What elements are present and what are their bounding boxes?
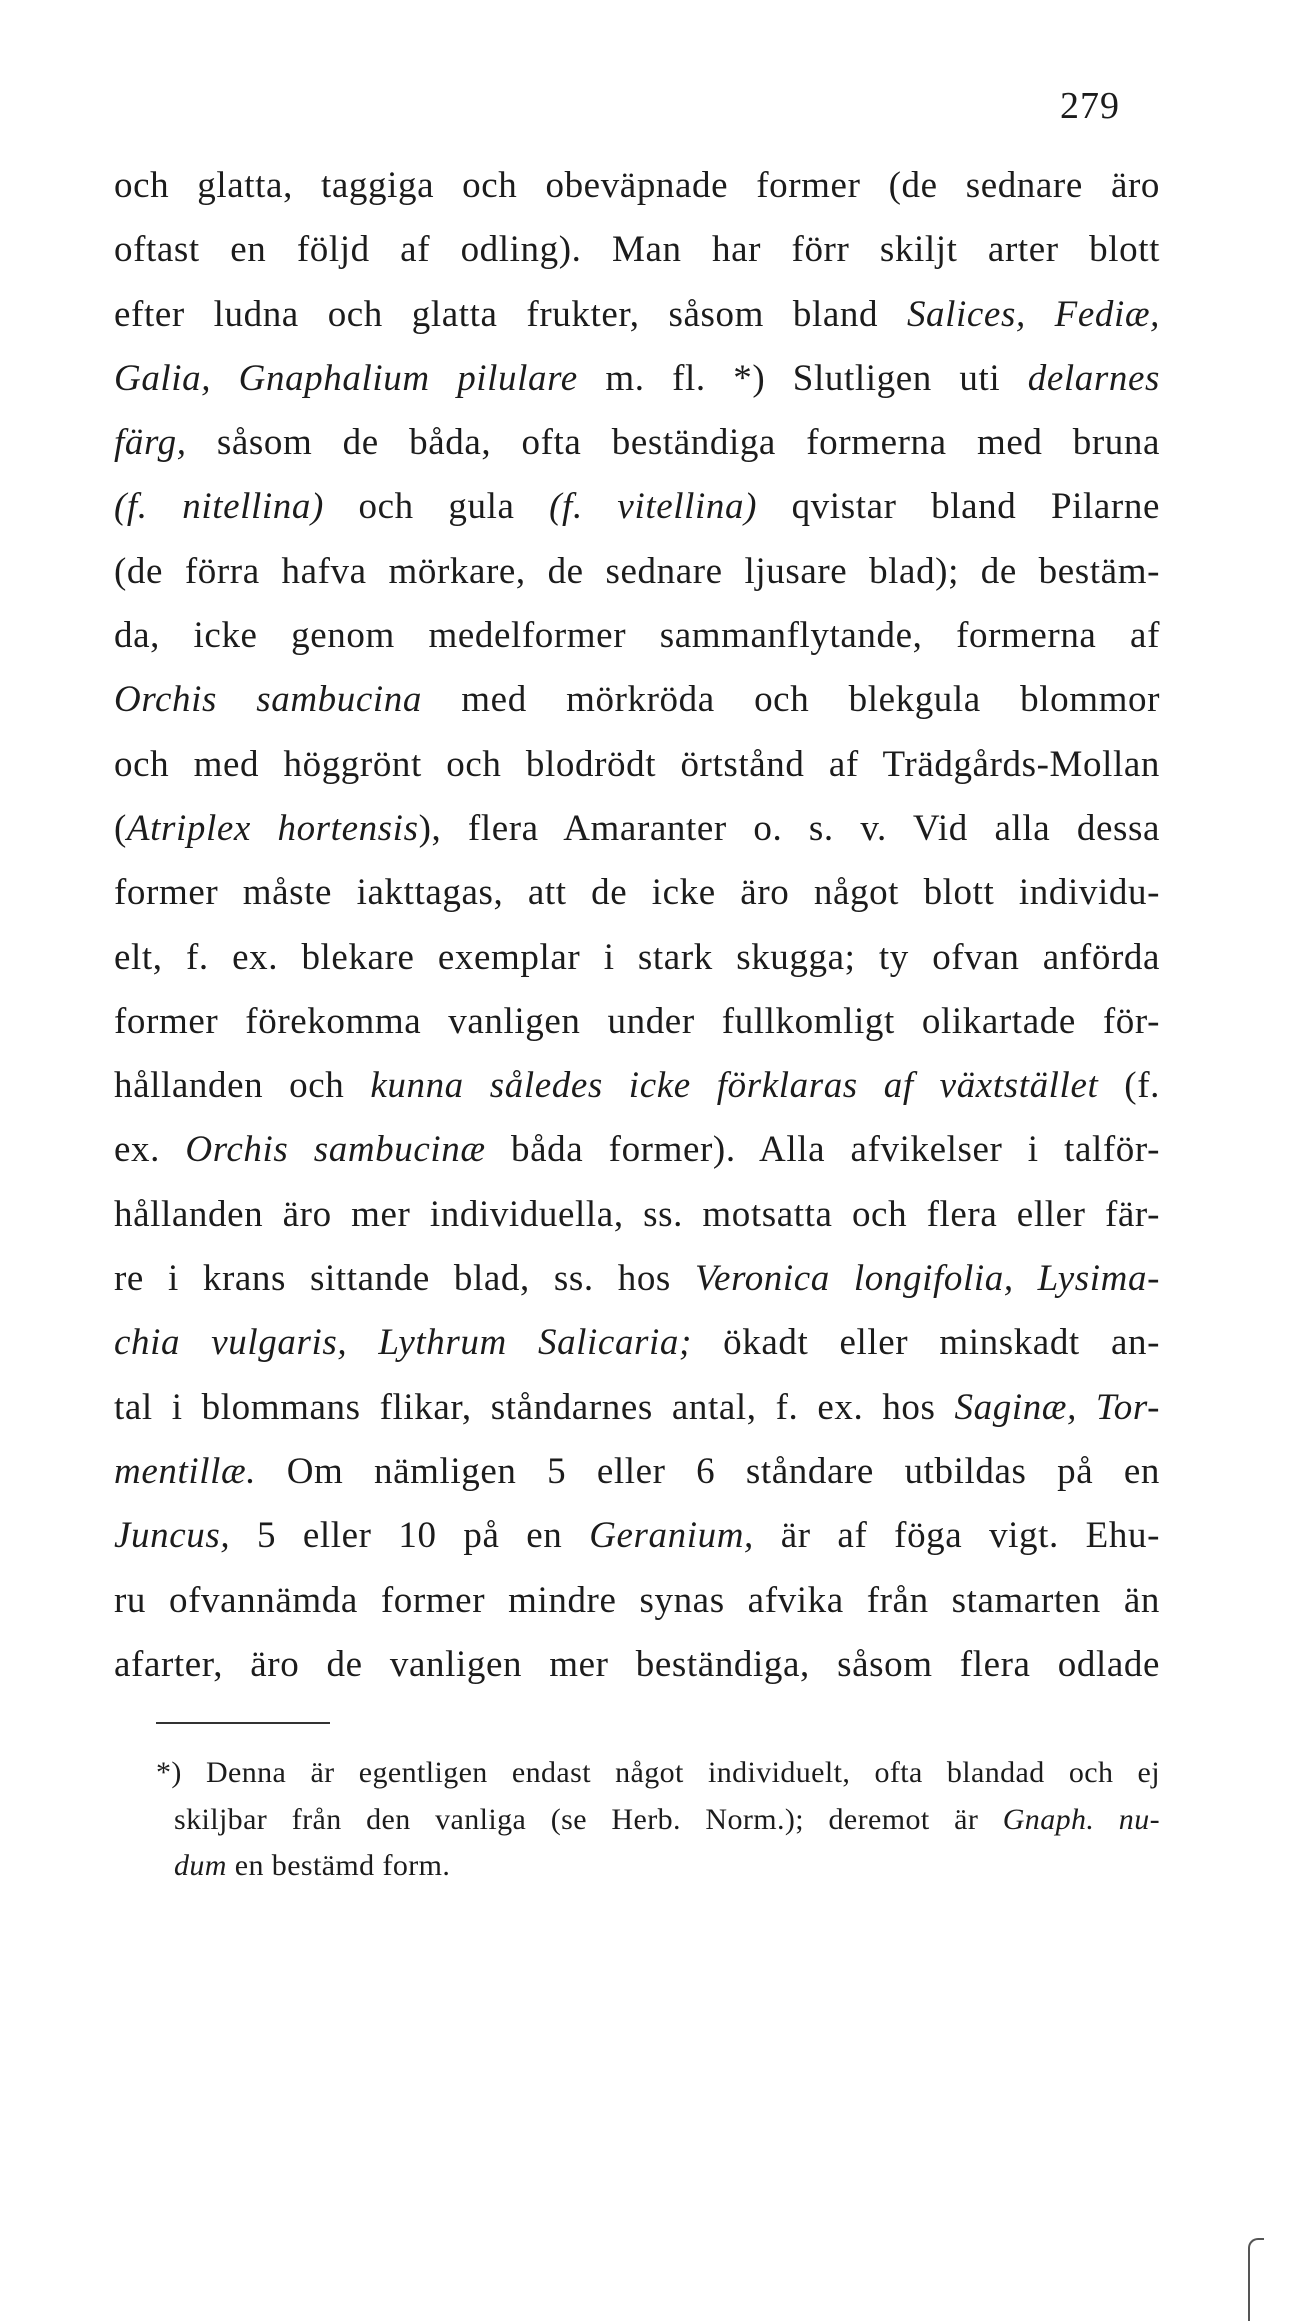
text-line: [114, 1569, 1160, 1633]
text-line: [114, 154, 1160, 218]
italic-text: (f. nitellina): [114, 486, 324, 528]
text-run: såsom de båda, ofta beständiga formerna med bruna: [186, 422, 1160, 464]
italic-text: delarnes: [1027, 357, 1160, 399]
text-line: [114, 990, 1160, 1054]
text-run: former måste iakttagas, att de icke äro något blott individu-: [114, 872, 1160, 914]
text-line: [114, 475, 1160, 539]
text-run: *) Denna är egentligen endast något individuelt, ofta blandad och ej: [156, 1756, 1160, 1789]
text-run: da, icke genom medelformer sammanflytande, formerna af: [114, 615, 1160, 657]
text-run: re i krans sittande blad, ss. hos: [114, 1258, 695, 1300]
text-line: [114, 1183, 1160, 1247]
text-run: (: [114, 807, 127, 849]
text-run: hållanden och: [114, 1065, 371, 1107]
text-run: (f.: [1098, 1065, 1160, 1107]
text-run: m. fl. *) Slutligen uti: [577, 357, 1028, 399]
italic-text: chia vulgaris, Lythrum Salicaria;: [114, 1322, 692, 1364]
text-run: 5 eller 10 på en: [230, 1515, 590, 1557]
text-line: [114, 1118, 1160, 1182]
text-line: [114, 668, 1160, 732]
italic-text: Orchis sambucina: [114, 679, 422, 721]
text-run: är af föga vigt. Ehu-: [753, 1515, 1160, 1557]
body-text: [114, 154, 1160, 1697]
italic-text: (f. vitellina): [549, 486, 757, 528]
italic-text: mentillæ.: [114, 1450, 257, 1492]
text-run: oftast en följd af odling). Man har förr skiljt arter blott: [114, 229, 1160, 271]
text-run: qvistar bland Pilarne: [756, 486, 1160, 528]
text-run: afarter, äro de vanligen mer beständiga, såsom flera odlade: [114, 1643, 1160, 1685]
text-run: en bestämd form.: [226, 1849, 451, 1882]
text-line: [114, 411, 1160, 475]
italic-text: Atriplex hortensis: [126, 807, 419, 849]
text-run: tal i blommans flikar, ståndarnes antal, f. ex. hos: [114, 1386, 955, 1428]
text-line: [114, 540, 1160, 604]
text-line: [114, 218, 1160, 282]
italic-text: Orchis sambucinæ: [185, 1129, 486, 1171]
italic-text: Veronica longifolia, Lysima-: [694, 1258, 1160, 1300]
text-run: efter ludna och glatta frukter, såsom bland: [114, 293, 907, 335]
text-line: [114, 861, 1160, 925]
text-line: [114, 283, 1160, 347]
footnote-line: [174, 1797, 1160, 1844]
text-run: och glatta, taggiga och obeväpnade former (de sednare äro: [114, 165, 1160, 206]
text-run: med mörkröda och blekgula blommor: [421, 679, 1160, 721]
italic-text: kunna således icke förklaras af växtstället: [370, 1065, 1099, 1107]
text-line: [114, 347, 1160, 411]
text-run: ex.: [114, 1129, 186, 1171]
text-line: [114, 604, 1160, 668]
footnote: [156, 1750, 1160, 1890]
text-run: båda former). Alla afvikelser i talför-: [485, 1129, 1160, 1171]
text-run: former förekomma vanligen under fullkomligt olikartade för-: [114, 1000, 1160, 1042]
italic-text: Geranium,: [589, 1515, 754, 1557]
page-edge-mark: [1248, 2238, 1264, 2321]
text-line: [114, 1440, 1160, 1504]
text-run: och med höggrönt och blodrödt örtstånd af Trädgårds-Mollan: [114, 743, 1160, 785]
text-line: [114, 1376, 1160, 1440]
text-line: [114, 1504, 1160, 1568]
text-line: [114, 1311, 1160, 1375]
footnote-line: [174, 1843, 1160, 1890]
text-run: Om nämligen 5 eller 6 ståndare utbildas på en: [256, 1450, 1160, 1492]
italic-text: Saginæ, Tor-: [954, 1386, 1160, 1428]
italic-text: dum: [174, 1849, 227, 1882]
page-number: 279: [1060, 85, 1120, 127]
text-run: skiljbar från den vanliga (se Herb. Norm.); deremot är: [174, 1802, 1003, 1836]
text-line: [114, 1054, 1160, 1118]
text-run: och gula: [323, 486, 550, 528]
italic-text: Gnaph. nu-: [1002, 1802, 1160, 1836]
text-line: [114, 1633, 1160, 1697]
text-run: ), flera Amaranter o. s. v. Vid alla dessa: [418, 807, 1160, 849]
text-line: [114, 797, 1160, 861]
text-line: [114, 733, 1160, 797]
text-run: (de förra hafva mörkare, de sednare ljusare blad); de bestäm-: [114, 550, 1160, 592]
text-line: [114, 1247, 1160, 1311]
italic-text: färg,: [114, 422, 187, 464]
italic-text: Juncus,: [114, 1515, 231, 1557]
footnote-line: [156, 1750, 1160, 1797]
italic-text: Salices, Fediæ,: [906, 293, 1160, 335]
text-run: hållanden äro mer individuella, ss. motsatta och flera eller fär-: [114, 1193, 1160, 1235]
text-line: [114, 926, 1160, 990]
text-run: ru ofvannämda former mindre synas afvika från stamarten än: [114, 1579, 1160, 1621]
footnote-rule: [156, 1722, 330, 1724]
text-run: ökadt eller minskadt an-: [691, 1322, 1160, 1364]
text-run: elt, f. ex. blekare exemplar i stark skugga; ty ofvan anförda: [114, 936, 1160, 978]
italic-text: Galia, Gnaphalium pilulare: [114, 357, 578, 399]
